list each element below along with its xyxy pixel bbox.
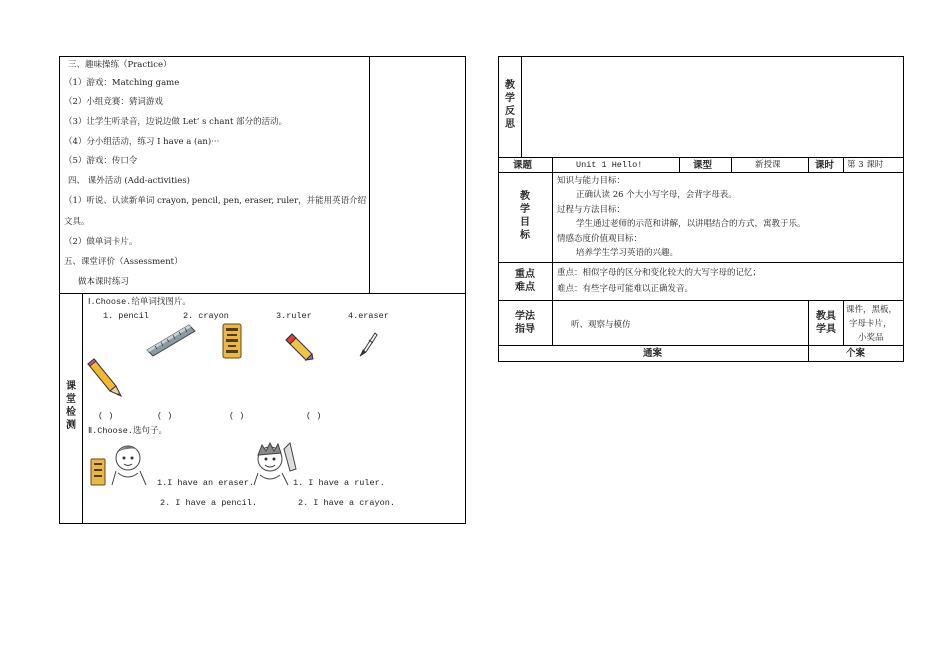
goal-line-3: 过程与方法目标： — [557, 205, 626, 215]
goal-line-5: 情感态度价值观目标： — [557, 234, 643, 244]
topic-label: 课题 — [513, 160, 533, 171]
practice-title: 三、趣味操练（Practice） — [68, 60, 172, 70]
q1-blank-1[interactable]: ( ) — [98, 411, 114, 421]
common-plan-label: 通案 — [643, 348, 663, 359]
eraser-image — [283, 332, 315, 362]
q1-blank-4[interactable]: ( ) — [306, 411, 322, 421]
q1-word-3: 3.ruler — [276, 311, 312, 321]
boy-illustration — [250, 441, 298, 487]
activities-line-2: 文具。 — [64, 217, 90, 227]
goal-line-2: 正确认读 26 个大小写字母，会背字母表。 — [576, 190, 737, 200]
activities-title: 四、 课外活动 (Add-activities) — [68, 176, 190, 186]
practice-item-2: （2）小组竞赛：猜词游戏 — [64, 97, 163, 107]
key-point-2: 难点：有些字母可能难以正确发音。 — [557, 284, 694, 294]
tools-value-3: 小奖品 — [858, 333, 884, 343]
assessment-item: 做本课时练习 — [78, 277, 130, 287]
practice-item-1: （1）游戏：Matching game — [64, 78, 180, 88]
q1-blank-2[interactable]: ( ) — [157, 411, 173, 421]
q1-word-1: 1. pencil — [103, 311, 149, 321]
tools-value-1: 课件，黑板， — [846, 305, 898, 315]
practice-item-3: （3）让学生听录音，边说边做 Let’ s chant 部分的活动。 — [64, 117, 288, 127]
q1-title: Ⅰ.Choose.给单词找图片。 — [88, 297, 191, 307]
q2-option-a-1: 1.I have an eraser. — [157, 478, 254, 488]
period-value: 第 3 课时 — [847, 160, 884, 170]
period-label: 课时 — [815, 160, 835, 171]
goals-label: 教 学 目 标 — [520, 191, 530, 241]
goal-line-6: 培养学生学习英语的兴趣。 — [576, 248, 679, 258]
check-label: 课 堂 检 测 — [66, 381, 76, 431]
q2-title: Ⅱ.Choose.选句子。 — [88, 426, 167, 436]
crayon-image — [221, 322, 243, 360]
q2-option-b-2: 2. I have a crayon. — [298, 498, 395, 508]
key-label: 重点 难点 — [515, 269, 535, 293]
pencil-image — [86, 358, 124, 398]
goal-line-4: 学生通过老师的示范和讲解，以讲唱结合的方式，寓教于乐。 — [576, 219, 806, 229]
method-value: 听、观察与模仿 — [571, 320, 631, 330]
reflection-label: 教 学 反 思 — [505, 80, 515, 130]
q1-blank-3[interactable]: ( ) — [229, 411, 245, 421]
practice-item-4: （4）分小组活动，练习 I have a (an)··· — [64, 137, 220, 147]
pen-image — [357, 330, 379, 358]
assessment-title: 五、课堂评价（Assessment） — [64, 257, 183, 267]
type-label: 课型 — [693, 160, 713, 171]
type-value: 新授课 — [755, 160, 781, 170]
tools-label: 教具 学具 — [816, 311, 836, 335]
q2-option-b-1: 1. I have a ruler. — [293, 478, 385, 488]
method-label: 学法 指导 — [515, 311, 535, 335]
ruler-image — [145, 322, 197, 358]
q1-word-4: 4.eraser — [348, 311, 389, 321]
girl-illustration — [90, 441, 156, 487]
tools-value-2: 字母卡片， — [849, 319, 892, 329]
q2-option-a-2: 2. I have a pencil. — [160, 498, 257, 508]
individual-plan-label: 个案 — [846, 348, 866, 359]
practice-item-5: （5）游戏：传口令 — [64, 156, 138, 166]
activities-line-3: （2）做单词卡片。 — [64, 237, 138, 247]
goal-line-1: 知识与能力目标： — [557, 176, 626, 186]
q1-word-2: 2. crayon — [183, 311, 229, 321]
key-point-1: 重点：相似字母的区分和变化较大的大写字母的记忆； — [557, 268, 762, 278]
topic-value: Unit 1 Hello! — [576, 160, 643, 170]
activities-line-1: （1）听说、认读新单词 crayon, pencil, pen, eraser, ruler，并能用英语介绍 — [64, 196, 367, 206]
